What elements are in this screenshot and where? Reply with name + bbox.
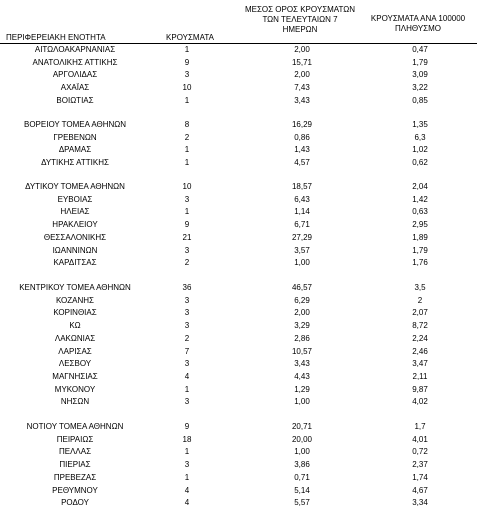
table-row bbox=[0, 346, 477, 358]
mean-7day-cell: 3,57 bbox=[294, 245, 310, 255]
cases-cell: 1 bbox=[184, 384, 190, 394]
per-100k-cell: 0,62 bbox=[412, 158, 428, 168]
region-cell: ΝΗΣΩΝ bbox=[60, 397, 90, 407]
region-cell: ΚΕΝΤΡΙΚΟΥ ΤΟΜΕΑ ΑΘΗΝΩΝ bbox=[19, 283, 131, 292]
region-cell: ΔΥΤΙΚΟΥ ΤΟΜΕΑ ΑΘΗΝΩΝ bbox=[25, 182, 125, 191]
region-cell: ΜΥΚΟΝΟΥ bbox=[54, 384, 96, 394]
region-cell: ΡΟΔΟΥ bbox=[61, 498, 89, 508]
mean-7day-cell: 2,00 bbox=[294, 45, 310, 54]
table-row bbox=[0, 384, 477, 396]
per-100k-cell: 1,7 bbox=[414, 422, 426, 431]
region-cell: ΠΙΕΡΙΑΣ bbox=[59, 460, 91, 470]
per-100k-cell: 1,02 bbox=[412, 145, 428, 155]
table-row bbox=[0, 69, 477, 81]
mean-7day-cell: 3,86 bbox=[294, 460, 310, 470]
mean-7day-cell: 15,71 bbox=[291, 57, 313, 67]
region-cell: ΠΕΙΡΑΙΩΣ bbox=[56, 434, 94, 444]
mean-7day-cell: 1,14 bbox=[294, 207, 310, 217]
region-cell: ΠΡΕΒΕΖΑΣ bbox=[53, 472, 97, 482]
table-row bbox=[0, 157, 477, 169]
table-row bbox=[0, 57, 477, 69]
cases-cell: 21 bbox=[182, 232, 192, 242]
per-100k-cell: 8,72 bbox=[412, 321, 428, 331]
mean-7day-cell: 1,29 bbox=[294, 384, 310, 394]
cases-cell: 1 bbox=[184, 158, 190, 168]
cases-cell: 1 bbox=[184, 207, 190, 217]
table-row bbox=[0, 459, 477, 471]
table-row bbox=[0, 132, 477, 144]
mean-7day-cell: 10,57 bbox=[291, 346, 313, 356]
cases-cell: 3 bbox=[184, 295, 190, 305]
table-row bbox=[0, 44, 477, 56]
mean-7day-cell: 1,00 bbox=[294, 447, 310, 457]
header-per-line-1: ΚΡΟΥΣΜΑΤΑ ΑΝΑ 100000 bbox=[370, 14, 466, 23]
cases-cell: 4 bbox=[184, 498, 190, 508]
table-row bbox=[0, 282, 477, 294]
region-cell: ΔΥΤΙΚΗΣ ΑΤΤΙΚΗΣ bbox=[41, 158, 109, 168]
header-per-line-2: ΠΛΗΘΥΣΜΟ bbox=[394, 24, 442, 33]
table-row bbox=[0, 119, 477, 131]
table-row bbox=[0, 446, 477, 458]
cases-cell: 18 bbox=[182, 434, 192, 444]
table-row bbox=[0, 320, 477, 332]
per-100k-cell: 3,47 bbox=[412, 359, 428, 369]
region-cell: ΡΕΘΥΜΝΟΥ bbox=[52, 485, 98, 495]
cases-cell: 9 bbox=[184, 422, 190, 431]
mean-7day-cell: 4,57 bbox=[294, 158, 310, 168]
per-100k-cell: 9,87 bbox=[412, 384, 428, 394]
table-row bbox=[0, 396, 477, 408]
table-row bbox=[0, 144, 477, 156]
table-row bbox=[0, 497, 477, 509]
per-100k-cell: 4,01 bbox=[412, 434, 428, 444]
cases-cell: 1 bbox=[184, 145, 190, 155]
region-cell: ΘΕΣΣΑΛΟΝΙΚΗΣ bbox=[43, 232, 107, 242]
region-cell: ΠΕΛΛΑΣ bbox=[58, 447, 92, 457]
per-100k-cell: 2 bbox=[417, 295, 423, 305]
cases-cell: 10 bbox=[182, 83, 192, 93]
table-row bbox=[0, 295, 477, 307]
header-mean-line-1: ΜΕΣΟΣ ΟΡΟΣ ΚΡΟΥΣΜΑΤΩΝ bbox=[244, 5, 356, 14]
region-cell: ΚΑΡΔΙΤΣΑΣ bbox=[53, 258, 97, 268]
header-cases-text: ΚΡΟΥΣΜΑΤΑ bbox=[166, 33, 214, 42]
mean-7day-cell: 0,86 bbox=[294, 132, 310, 142]
per-100k-cell: 4,67 bbox=[412, 485, 428, 495]
table-row bbox=[0, 219, 477, 231]
cases-cell: 3 bbox=[184, 245, 190, 255]
table-row bbox=[0, 194, 477, 206]
table-row bbox=[0, 358, 477, 370]
per-100k-cell: 1,79 bbox=[412, 245, 428, 255]
mean-7day-cell: 5,14 bbox=[294, 485, 310, 495]
region-cell: ΝΟΤΙΟΥ ΤΟΜΕΑ ΑΘΗΝΩΝ bbox=[26, 422, 124, 431]
per-100k-cell: 1,89 bbox=[412, 232, 428, 242]
cases-cell: 2 bbox=[184, 132, 190, 142]
region-cell: ΑΧΑΪΑΣ bbox=[60, 83, 90, 93]
mean-7day-cell: 5,57 bbox=[294, 498, 310, 508]
mean-7day-cell: 3,43 bbox=[294, 95, 310, 105]
mean-7day-cell: 6,71 bbox=[294, 220, 310, 230]
cases-cell: 10 bbox=[182, 182, 192, 191]
per-100k-cell: 1,35 bbox=[412, 120, 428, 129]
per-100k-cell: 0,47 bbox=[412, 45, 428, 54]
cases-cell: 1 bbox=[184, 447, 190, 457]
per-100k-cell: 2,04 bbox=[412, 182, 428, 191]
per-100k-cell: 6,3 bbox=[414, 132, 426, 142]
per-100k-cell: 3,5 bbox=[414, 283, 426, 292]
per-100k-cell: 3,09 bbox=[412, 70, 428, 80]
table-row bbox=[0, 472, 477, 484]
cases-cell: 2 bbox=[184, 258, 190, 268]
region-cell: ΑΝΑΤΟΛΙΚΗΣ ΑΤΤΙΚΗΣ bbox=[32, 57, 118, 67]
cases-cell: 3 bbox=[184, 308, 190, 318]
mean-7day-cell: 18,57 bbox=[291, 182, 313, 191]
table-row bbox=[0, 245, 477, 257]
mean-7day-cell: 4,43 bbox=[294, 371, 310, 381]
per-100k-cell: 0,63 bbox=[412, 207, 428, 217]
region-cell: ΛΕΣΒΟΥ bbox=[58, 359, 92, 369]
region-cell: ΚΩ bbox=[69, 321, 81, 331]
mean-7day-cell: 1,00 bbox=[294, 258, 310, 268]
region-cell: ΔΡΑΜΑΣ bbox=[58, 145, 92, 155]
per-100k-cell: 1,76 bbox=[412, 258, 428, 268]
table-row bbox=[0, 307, 477, 319]
region-cell: ΛΑΚΩΝΙΑΣ bbox=[54, 333, 96, 343]
mean-7day-cell: 2,86 bbox=[294, 333, 310, 343]
mean-7day-cell: 1,00 bbox=[294, 397, 310, 407]
table-row bbox=[0, 95, 477, 107]
region-cell: ΑΙΤΩΛΟΑΚΑΡΝΑΝΙΑΣ bbox=[34, 45, 116, 54]
region-cell: ΚΟΡΙΝΘΙΑΣ bbox=[53, 308, 97, 318]
cases-cell: 3 bbox=[184, 460, 190, 470]
table-row bbox=[0, 333, 477, 345]
per-100k-cell: 4,02 bbox=[412, 397, 428, 407]
cases-cell: 1 bbox=[184, 472, 190, 482]
mean-7day-cell: 7,43 bbox=[294, 83, 310, 93]
region-cell: ΑΡΓΟΛΙΔΑΣ bbox=[52, 70, 98, 80]
mean-7day-cell: 6,29 bbox=[294, 295, 310, 305]
mean-7day-cell: 3,29 bbox=[294, 321, 310, 331]
region-cell: ΚΟΖΑΝΗΣ bbox=[55, 295, 95, 305]
table-row bbox=[0, 82, 477, 94]
table-row bbox=[0, 371, 477, 383]
table-row bbox=[0, 485, 477, 497]
cases-cell: 3 bbox=[184, 359, 190, 369]
per-100k-cell: 1,79 bbox=[412, 57, 428, 67]
table-row bbox=[0, 206, 477, 218]
header-region-text: ΠΕΡΙΦΕΡΕΙΑΚΗ ΕΝΟΤΗΤΑ bbox=[6, 33, 106, 42]
mean-7day-cell: 3,43 bbox=[294, 359, 310, 369]
mean-7day-cell: 6,43 bbox=[294, 194, 310, 204]
mean-7day-cell: 2,00 bbox=[294, 308, 310, 318]
table-row bbox=[0, 421, 477, 433]
cases-cell: 3 bbox=[184, 397, 190, 407]
per-100k-cell: 3,34 bbox=[412, 498, 428, 508]
per-100k-cell: 2,11 bbox=[412, 371, 428, 381]
mean-7day-cell: 1,43 bbox=[294, 145, 310, 155]
region-cell: ΜΑΓΝΗΣΙΑΣ bbox=[52, 371, 98, 381]
per-100k-cell: 0,72 bbox=[412, 447, 428, 457]
per-100k-cell: 2,24 bbox=[412, 333, 428, 343]
header-mean-line-2: ΤΩΝ ΤΕΛΕΥΤΑΙΩΝ 7 bbox=[262, 15, 338, 24]
region-cell: ΗΡΑΚΛΕΙΟΥ bbox=[52, 220, 98, 230]
region-cell: ΗΛΕΙΑΣ bbox=[60, 207, 90, 217]
table-row bbox=[0, 232, 477, 244]
table-row bbox=[0, 181, 477, 193]
cases-cell: 8 bbox=[184, 120, 190, 129]
cases-cell: 4 bbox=[184, 485, 190, 495]
region-cell: ΙΩΑΝΝΙΝΩΝ bbox=[52, 245, 98, 255]
per-100k-cell: 2,46 bbox=[412, 346, 428, 356]
region-cell: ΛΑΡΙΣΑΣ bbox=[58, 346, 92, 356]
region-cell: ΒΟΙΩΤΙΑΣ bbox=[56, 95, 94, 105]
mean-7day-cell: 2,00 bbox=[294, 70, 310, 80]
per-100k-cell: 3,22 bbox=[412, 83, 428, 93]
region-cell: ΒΟΡΕΙΟΥ ΤΟΜΕΑ ΑΘΗΝΩΝ bbox=[23, 120, 127, 129]
mean-7day-cell: 20,00 bbox=[291, 434, 313, 444]
header-mean-line-3: ΗΜΕΡΩΝ bbox=[282, 25, 318, 34]
per-100k-cell: 2,37 bbox=[412, 460, 428, 470]
mean-7day-cell: 0,71 bbox=[294, 472, 310, 482]
cases-cell: 1 bbox=[184, 95, 190, 105]
mean-7day-cell: 46,57 bbox=[291, 283, 313, 292]
cases-cell: 2 bbox=[184, 333, 190, 343]
region-cell: ΕΥΒΟΙΑΣ bbox=[57, 194, 93, 204]
mean-7day-cell: 16,29 bbox=[291, 120, 313, 129]
cases-cell: 3 bbox=[184, 70, 190, 80]
cases-cell: 3 bbox=[184, 321, 190, 331]
mean-7day-cell: 27,29 bbox=[291, 232, 313, 242]
table-row bbox=[0, 434, 477, 446]
region-cell: ΓΡΕΒΕΝΩΝ bbox=[53, 132, 97, 142]
cases-cell: 4 bbox=[184, 371, 190, 381]
cases-cell: 7 bbox=[184, 346, 190, 356]
cases-cell: 1 bbox=[184, 45, 190, 54]
cases-cell: 9 bbox=[184, 220, 190, 230]
cases-cell: 9 bbox=[184, 57, 190, 67]
per-100k-cell: 1,74 bbox=[412, 472, 428, 482]
per-100k-cell: 0,85 bbox=[412, 95, 428, 105]
per-100k-cell: 1,42 bbox=[412, 194, 428, 204]
cases-cell: 36 bbox=[182, 283, 192, 292]
table-row bbox=[0, 257, 477, 269]
mean-7day-cell: 20,71 bbox=[291, 422, 313, 431]
per-100k-cell: 2,07 bbox=[412, 308, 428, 318]
per-100k-cell: 2,95 bbox=[412, 220, 428, 230]
cases-cell: 3 bbox=[184, 194, 190, 204]
